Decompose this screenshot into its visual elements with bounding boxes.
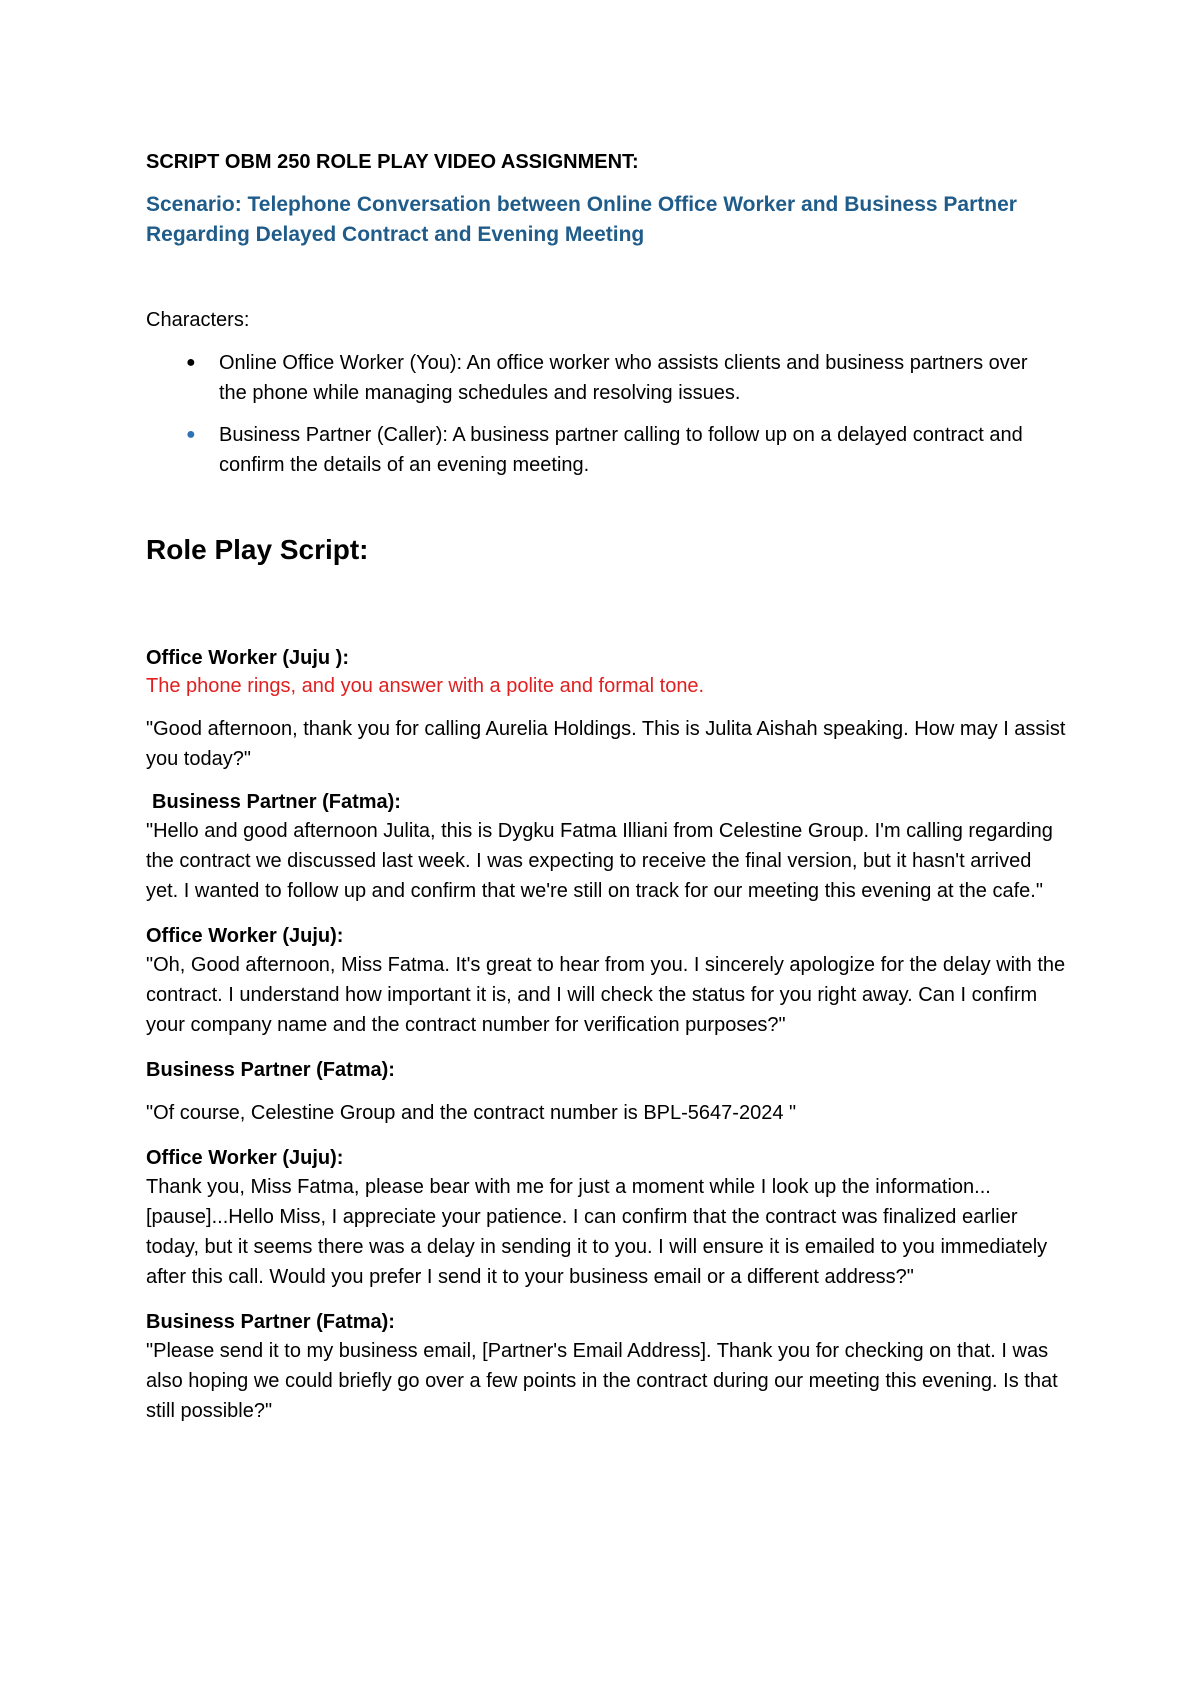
dialogue-turn (146, 1308, 1080, 1426)
speaker-label: Business Partner (Fatma): (152, 791, 401, 813)
speaker-label: Office Worker (Juju ): (146, 647, 349, 669)
bullet-icon: ● (186, 354, 196, 371)
dialogue-turn (146, 644, 1080, 774)
speaker-label: Office Worker (Juju): (146, 1147, 344, 1169)
document-title: SCRIPT OBM 250 ROLE PLAY VIDEO ASSIGNMENT: (146, 151, 639, 173)
dialogue-turn (146, 788, 1080, 906)
character-description: Business Partner (Caller): A business partner calling to follow up on a delayed contract and confirm the details of an evening meeting. (219, 424, 1023, 476)
dialogue-line: "Oh, Good afternoon, Miss Fatma. It's great to hear from you. I sincerely apologize for the delay with the contract. I understand how important it is, and I will check the status for you right away. Can I confirm your company name and the contract number for verification purposes?" (146, 954, 1066, 1036)
characters-label: Characters: (146, 309, 250, 331)
bullet-icon: ● (186, 426, 196, 443)
speaker-label: Office Worker (Juju): (146, 925, 344, 947)
character-item-business-partner (146, 420, 1059, 480)
characters-list (146, 348, 1080, 480)
dialogue-line: "Of course, Celestine Group and the contract number is BPL-5647-2024 " (146, 1102, 797, 1124)
dialogue-turn (146, 922, 1080, 1040)
speaker-label: Business Partner (Fatma): (146, 1311, 395, 1333)
dialogue-script (146, 644, 1080, 1426)
speaker-label: Business Partner (Fatma): (146, 1059, 395, 1081)
dialogue-line: "Please send it to my business email, [Partner's Email Address]. Thank you for checking on that. I was also hoping we could briefly go over a few points in the contract during our meeting this evening. Is that still possible?" (146, 1340, 1058, 1422)
character-item-office-worker (146, 348, 1059, 408)
dialogue-turn (146, 1144, 1080, 1292)
scenario-heading: Scenario: Telephone Conversation between Online Office Worker and Business Partner Regarding Delayed Contract and Evening Meeting (146, 193, 1017, 246)
dialogue-line: "Good afternoon, thank you for calling Aurelia Holdings. This is Julita Aishah speaking. How may I assist you today?" (146, 718, 1066, 770)
dialogue-turn (146, 1056, 1080, 1128)
section-heading: Role Play Script: (146, 534, 369, 565)
character-description: Online Office Worker (You): An office worker who assists clients and business partners over the phone while managing schedules and resolving issues. (219, 352, 1028, 404)
dialogue-line: Thank you, Miss Fatma, please bear with me for just a moment while I look up the information... [pause]...Hello Miss, I appreciate your patience. I can confirm that the contract was finalized earlier today, but it seems there was a delay in sending it to you. I will ensure it is emailed to you immediately after this call. Would you prefer I send it to your business email or a different address?" (146, 1176, 1048, 1288)
dialogue-line: "Hello and good afternoon Julita, this is Dygku Fatma Illiani from Celestine Group. I'm calling regarding the contract we discussed last week. I was expecting to receive the final version, but it hasn't arrived yet. I wanted to follow up and confirm that we're still on track for our meeting this evening at the cafe." (146, 820, 1053, 902)
stage-direction: The phone rings, and you answer with a polite and formal tone. (146, 675, 705, 697)
